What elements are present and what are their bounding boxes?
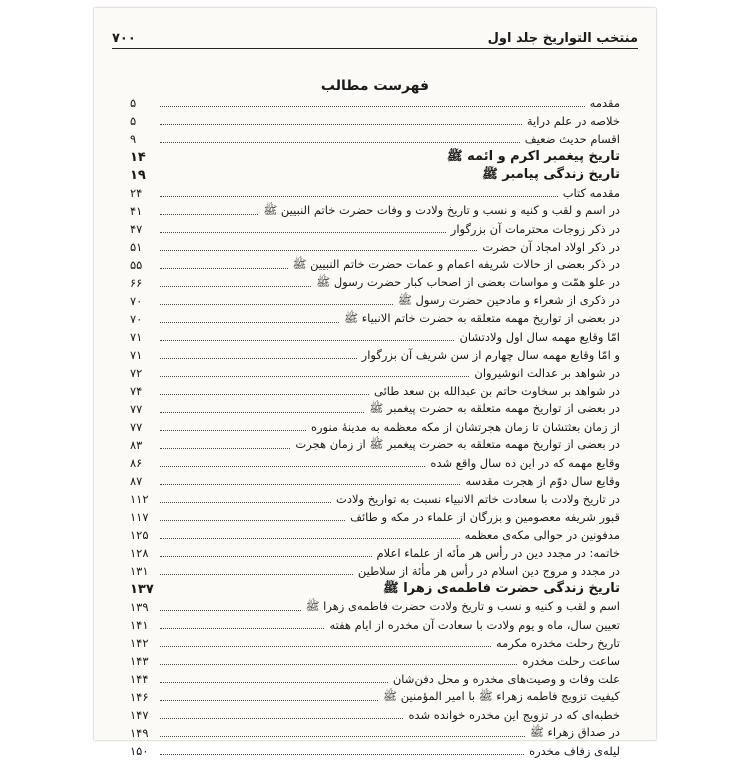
toc-entry-title: در شواهد بر عدالت انوشیروان <box>474 366 620 380</box>
dot-leader <box>160 412 364 413</box>
toc-entry-title: مقدمه <box>589 96 620 110</box>
toc-entry-page: ۷۲ <box>130 366 143 380</box>
toc-entry <box>130 256 620 274</box>
toc-entry-title: در ذکر بعضی از حالات شریفه اعمام و عمات حضرت خاتم النبیین ﷺ <box>292 256 620 271</box>
toc-entry-page: ۱۴۹ <box>130 726 149 740</box>
toc-entry <box>130 382 620 400</box>
dot-leader <box>160 718 403 719</box>
toc-entry-title: در علو همّت و مواسات بعضی از اصحاب کبار حضرت رسول ﷺ <box>316 274 620 289</box>
toc-entry-page: ۸۶ <box>130 456 143 470</box>
toc-entry-page: ۱۲۵ <box>130 528 149 542</box>
toc-entry <box>130 670 620 688</box>
toc-section-heading <box>130 148 620 166</box>
toc-entry-page: ۵۱ <box>130 240 143 254</box>
dot-leader <box>160 700 378 701</box>
toc-entry-title: وقایع مهمه که در این ده سال واقع شده <box>430 456 620 470</box>
toc-entry <box>130 274 620 292</box>
toc-entry-page: ۴۷ <box>130 222 143 236</box>
toc-entry <box>130 94 620 112</box>
toc-entry-title: و امّا وقایع مهمه سال چهارم از سن شریف آن بزرگوار <box>361 348 620 362</box>
running-header <box>112 20 638 49</box>
toc-entry-title: کیفیت تزویج فاطمه زهراء ﷺ با امیر المؤمنین ﷺ <box>383 688 620 703</box>
toc-entry-title: مقدمه کتاب <box>562 186 620 200</box>
toc-entry-page: ۱۳۹ <box>130 600 149 614</box>
toc-entry <box>130 346 620 364</box>
toc-entry-page: ۲۴ <box>130 186 143 200</box>
toc-entry-title: تاریخ رحلت مخدره مکرمه <box>496 636 620 650</box>
toc-entry <box>130 688 620 706</box>
toc-entry-title: در ذکری از شعراء و مادحین حضرت رسول ﷺ <box>397 292 620 307</box>
toc-entry-title: در بعضی از تواریخ مهمه متعلقه به حضرت پیغمبر ﷺ <box>369 400 620 415</box>
toc-section-heading <box>130 580 620 598</box>
toc-entry <box>130 598 620 616</box>
toc-entry <box>130 544 620 562</box>
toc-entry-page: ۱۹ <box>130 167 146 183</box>
toc-entry-title: در اسم و لقب و کنیه و نسب و تاریخ ولادت و وفات حضرت خاتم النبیین ﷺ <box>263 202 620 217</box>
toc-entry <box>130 706 620 724</box>
dot-leader <box>160 664 517 665</box>
toc-entry-title: در بعضی از تواریخ مهمه متعلقه به حضرت پیغمبر ﷺ از زمان هجرت <box>295 436 620 451</box>
toc-entry-title: وقایع سال دوّم از هجرت مقدسه <box>465 474 620 488</box>
toc-entry-title: در تاریخ ولادت با سعادت خاتم الانبیاء نسبت به تواریخ ولادت <box>336 492 620 506</box>
dot-leader <box>160 736 525 737</box>
toc-entry <box>130 310 620 328</box>
dot-leader <box>160 754 524 755</box>
toc-entry-page: ۱۴۶ <box>130 690 149 704</box>
toc-section-heading <box>130 166 620 184</box>
toc-entry <box>130 724 620 742</box>
dot-leader <box>160 556 372 557</box>
book-page <box>94 8 656 758</box>
dot-leader <box>160 124 522 125</box>
toc-entry <box>130 292 620 310</box>
toc-entry <box>130 526 620 544</box>
toc-entry <box>130 130 620 148</box>
dot-leader <box>160 520 345 521</box>
toc-entry <box>130 562 620 580</box>
dot-leader <box>160 574 353 575</box>
toc-entry-title: در مجدد و مروج دین اسلام در رأس هر مأئة از سلاطین <box>357 564 620 578</box>
toc-entry-page: ۷۴ <box>130 384 143 398</box>
toc-entry-page: ۱۳۷ <box>130 581 154 597</box>
dot-leader <box>160 538 460 539</box>
toc-entry <box>130 634 620 652</box>
toc-entry-page: ۱۱۲ <box>130 492 149 506</box>
toc-entry-page: ۶۶ <box>130 276 143 290</box>
toc-entry-title: امّا وقایع مهمه سال اول ولادتشان <box>459 330 620 344</box>
dot-leader <box>160 286 311 287</box>
dot-leader <box>160 358 357 359</box>
toc-entry-title: در شواهد بر سخاوت حاتم بن عبدالله بن سعد طائی <box>373 384 620 398</box>
page-number: ۷۰۰ <box>112 31 136 46</box>
toc-entry-title: خطبه‌ای که در تزویج این مخدره خوانده شده <box>408 708 620 722</box>
toc-entry-page: ۴۱ <box>130 204 143 218</box>
dot-leader <box>160 304 393 305</box>
toc-entry <box>130 364 620 382</box>
dot-leader <box>160 466 425 467</box>
toc-entry-title: تاریخ زندگی حضرت فاطمه‌ی زهرا ﷺ <box>383 580 620 596</box>
toc-entry-page: ۱۴ <box>130 149 146 165</box>
toc-entry-page: ۱۴۷ <box>130 708 149 722</box>
toc-entry-page: ۱۴۴ <box>130 672 149 686</box>
toc-entry <box>130 490 620 508</box>
toc-entry-page: ۱۴۳ <box>130 654 149 668</box>
dot-leader <box>160 448 290 449</box>
dot-leader <box>160 646 491 647</box>
dot-leader <box>160 394 369 395</box>
dot-leader <box>160 142 520 143</box>
toc-heading: فهرست مطالب <box>320 78 430 94</box>
toc-entry-title: اسم و لقب و کنیه و نسب و تاریخ ولادت حضرت فاطمه‌ی زهرا ﷺ <box>305 598 620 613</box>
toc-list <box>130 94 620 760</box>
toc-entry-title: تاریخ زندگی پیامبر ﷺ <box>482 166 620 182</box>
toc-entry <box>130 508 620 526</box>
toc-entry-title: لیله‌ی زفاف مخدره <box>529 744 620 758</box>
toc-entry-title: از زمان بعثتشان تا زمان هجرتشان از مکه معظمه به مدینهٔ منوره <box>310 420 620 434</box>
toc-entry-page: ۷۰ <box>130 312 143 326</box>
toc-entry <box>130 454 620 472</box>
toc-entry-title: در صداق زهراء ﷺ <box>529 724 620 739</box>
toc-entry-title: خاتمه: در مجدد دین در رأس هر مأئه از علماء اعلام <box>376 546 620 560</box>
dot-leader <box>160 502 331 503</box>
toc-entry-page: ۸۷ <box>130 474 143 488</box>
toc-entry <box>130 112 620 130</box>
dot-leader <box>160 196 558 197</box>
toc-entry-page: ۷۱ <box>130 330 143 344</box>
toc-entry <box>130 472 620 490</box>
toc-entry-title: مدفونین در حوالی مکه‌ی معظمه <box>464 528 620 542</box>
dot-leader <box>160 484 460 485</box>
toc-entry-page: ۷۰ <box>130 294 143 308</box>
toc-entry <box>130 652 620 670</box>
dot-leader <box>160 610 301 611</box>
toc-entry <box>130 436 620 454</box>
toc-entry-title: خلاصه در علم درایة <box>526 114 620 128</box>
toc-entry-page: ۱۴۱ <box>130 618 149 632</box>
toc-entry <box>130 742 620 760</box>
dot-leader <box>160 322 339 323</box>
toc-entry <box>130 616 620 634</box>
toc-entry-title: در بعضی از تواریخ مهمه متعلقه به حضرت خاتم الانبیاء ﷺ <box>344 310 620 325</box>
toc-entry <box>130 238 620 256</box>
toc-entry-title: تاریخ پیغمبر اکرم و ائمه ﷺ <box>446 148 620 164</box>
dot-leader <box>160 106 585 107</box>
toc-entry-page: ۷۷ <box>130 420 143 434</box>
toc-entry-page: ۸۳ <box>130 438 143 452</box>
toc-entry-title: تعیین سال، ماه و یوم ولادت با سعادت آن مخدره از ایام هفته <box>329 618 620 632</box>
dot-leader <box>160 214 258 215</box>
toc-entry-page: ۱۲۸ <box>130 546 149 560</box>
toc-entry <box>130 220 620 238</box>
book-title: منتخب التواریخ جلد اول <box>487 31 638 46</box>
dot-leader <box>160 250 477 251</box>
toc-entry-title: علت وفات و وصیت‌های مخدره و محل دفن‌شان <box>392 672 620 686</box>
toc-entry-page: ۵ <box>130 96 137 110</box>
toc-entry-title: در ذکر اولاد امجاد آن حضرت <box>482 240 620 254</box>
toc-entry-page: ۷۷ <box>130 402 143 416</box>
dot-leader <box>160 232 446 233</box>
toc-entry-page: ۱۴۲ <box>130 636 149 650</box>
toc-entry-title: ساعت رحلت مخدره <box>522 654 620 668</box>
toc-entry <box>130 400 620 418</box>
dot-leader <box>160 268 288 269</box>
toc-entry-page: ۱۳۱ <box>130 564 149 578</box>
toc-entry-title: قبور شریفه معصومین و بزرگان از علماء در مکه و طائف <box>350 510 620 524</box>
toc-entry-page: ۷۱ <box>130 348 143 362</box>
toc-entry <box>130 328 620 346</box>
toc-entry <box>130 418 620 436</box>
toc-entry-page: ۹ <box>130 132 137 146</box>
toc-entry <box>130 202 620 220</box>
toc-entry-page: ۵۵ <box>130 258 143 272</box>
dot-leader <box>160 628 324 629</box>
toc-entry-page: ۵ <box>130 114 137 128</box>
dot-leader <box>160 376 469 377</box>
dot-leader <box>160 340 454 341</box>
toc-entry <box>130 184 620 202</box>
toc-entry-page: ۱۵۰ <box>130 744 149 758</box>
toc-entry-title: در ذکر زوجات محترمات آن بزرگوار <box>450 222 620 236</box>
dot-leader <box>160 682 388 683</box>
toc-entry-page: ۱۱۷ <box>130 510 149 524</box>
dot-leader <box>160 430 306 431</box>
toc-entry-title: اقسام حدیث ضعیف <box>524 132 620 146</box>
